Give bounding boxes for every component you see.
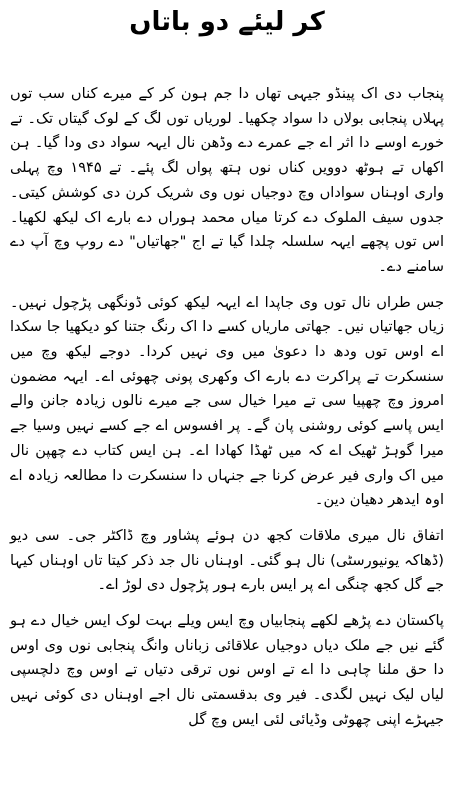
paragraph: اتفاق نال میری ملاقات کجھ دن ہوئے پشاور وچ ڈاکٹر جی۔ سی دیو (ڈھاکہ یونیورسٹی) نال ہو گئی۔ اوہناں نال جد ذکر کیتا تاں اوہناں کیہا جے گل کجھ چنگی اے پر ایس بارے ہور پڑچول دی لوڑ اے۔	[10, 526, 444, 594]
paragraph: جس طراں نال توں وی جاپدا اے ایہہ لیکھ کوئی ڈونگھی پڑچول نہیں۔ زیاں جھاتیاں نیں۔ جھاتی ماریاں کسے دا اک رنگ جتنا کو دیکھیا جا سکدا اے اوس توں ودھ دا دعویٰ میں وی نہیں کردا۔ دوجے لیکھ وچ میں سنسکرت تے پراکرت دے بارے اک وکھری پونی چھوئی اے۔ ایہہ مضمون امروز وچ چھپیا سی تے میرا خیال سی جے میرے نالوں زیادہ جانن والے ایس پاسے کوئی روشنی پان گے۔ پر افسوس اے جے کسے نہیں وسیا جے میرا گوہڑ ٹھیک اے کہ میں ٹھڈا کھادا اے۔ ہن ایس کتاب دے چھپن نال میں اک واری فیر عرض کرنا جے جنہاں دا سنسکرت دا مطالعہ زیادہ اے اوہ ایدھر دھیان دین۔	[10, 293, 444, 509]
page-title: کر لیئے دو باتاں	[129, 7, 325, 37]
paragraph: پاکستان دے پڑھے لکھے پنجابیاں وچ ایس ویلے بہت لوک ایس خیال دے ہو گئے نیں جے ملک دیاں دوجیاں علاقائی زباناں وانگ پنجابی نوں وی اوس دا حق ملنا چاہی دا اے تے اوس نوں ترقی دتیاں تے اوس وچ دلچسپی لیاں لیک نہیں لگدی۔ فیر وی بدقسمتی نال اجے اوہناں دی کوئی نہیں جیہڑے اپنی چھوٹی وڈیائی لئی ایس وچ گل	[10, 612, 444, 728]
paragraph: پنجاب دی اک پینڈو جیہی تھاں دا جم ہون کر کے میرے کناں سب توں پہلاں پنجابی بولاں دا سواد چکھیا۔ لوریاں توں لگ کے لوک گیتاں تک۔ تے خورے اوسے دا اثر اے جے عمرے دے وڈھن نال ایہہ سواد دی ودا گیا۔ ہن اکھاں تے ہوٹھ دوویں کناں نوں ہتھ پواں لگ پئے۔ تے ۱۹۴۵ وچ پہلی واری اوہناں سواداں وچ دوجیاں نوں وی شریک کرن دی کوشش کیتی۔ جدوں سیف الملوک دے کرتا میاں محمد ہوراں دے بارے اک لیکھ لکھیا۔ اس توں پچھے ایہہ سلسلہ چلدا گیا تے اج "جھاتیاں" دے روپ وچ آپ دے سامنے دے۔	[10, 85, 444, 275]
article-body	[10, 82, 444, 744]
